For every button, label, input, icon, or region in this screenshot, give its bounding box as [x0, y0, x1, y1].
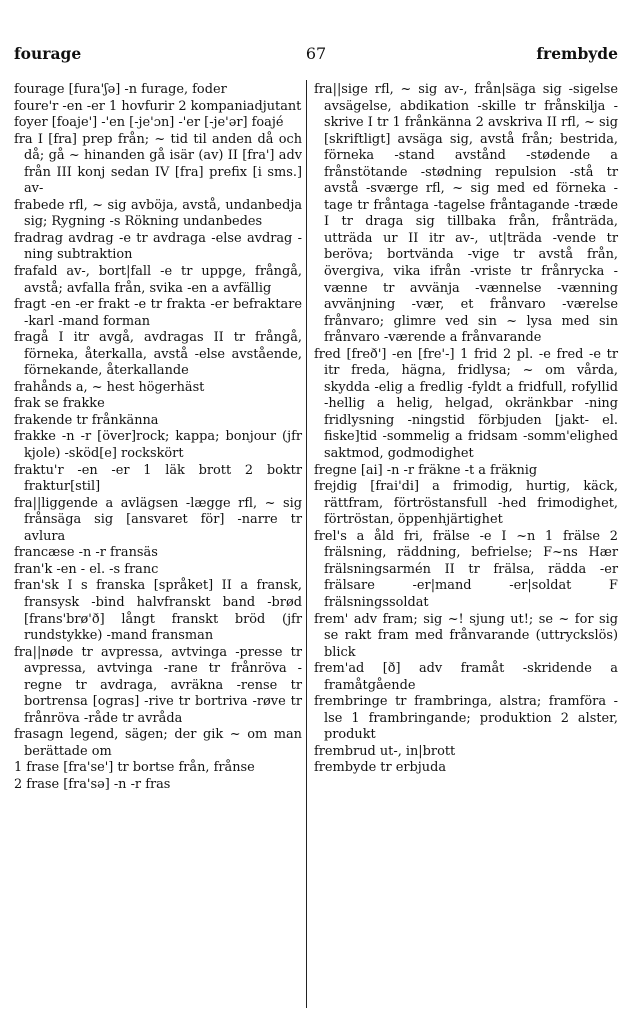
dictionary-entry: fra||sige rfl, ~ sig av-, från|säga sig -sigelse avsägelse, abdikation -skille tr frånskilja -skrive I tr 1 frånkänna 2 avskriva II rfl, ~ sig [skriftligt] avsäga sig, avstå från; bestrida, förneka -stand avstånd -stødende a frånstötande -stødning repulsion -stå tr avstå -sværge rfl, ~ sig med ed förneka -tage tr fråntaga -tagelse fråntagande -træde I tr draga sig tillbaka från, frånträda, utträda ur II itr av-, ut|träda -vende tr beröva; bortvända -vige tr avstå från, övergiva, vika ifrån -vriste tr frånrycka -vænne tr avvänja -vænnelse -vænning avvänjning -vær, et frånvaro -værelse frånvaro; glimre ved sin ~ lysa med sin frånvaro -værende a frånvarande: [314, 82, 618, 346]
dictionary-entry: foure'r -en -er 1 hovfurir 2 kompaniadjutant: [14, 98, 302, 114]
dictionary-entry: foyer [foaje'] -'en [-je'ɔn] -'er [-je'ər] foajé: [14, 115, 284, 131]
dictionary-entry: fraktu'r -en -er 1 läk brott 2 boktr fraktur[stil]: [14, 462, 302, 495]
dictionary-entry: frejdig [frai'di] a frimodig, hurtig, käck, rättfram, förtröstansfull -hed frimodighet, förtröstan, öppenhjärtighet: [314, 479, 618, 528]
dictionary-entry: frasagn legend, sägen; der gik ~ om man berättade om: [14, 727, 302, 759]
dictionary-entry: 2 frase [fra'sə] -n -r fras: [14, 776, 171, 792]
left-column: [14, 82, 302, 794]
dictionary-entry: francæse -n -r fransäs: [14, 545, 158, 561]
dictionary-entry: fran'sk I s franska [språket] II a fransk, fransysk -bind halvfranskt band -brød [frans'brø'ð] långt franskt bröd (jfr rundstykke) -mand fransman: [14, 578, 302, 644]
dictionary-entry: fourage [fura'ʃə] -n furage, foder: [14, 82, 227, 97]
dictionary-entry: fragt -en -er frakt -e tr frakta -er befraktare -karl -mand forman: [14, 297, 302, 329]
dictionary-entry: frahånds a, ~ hest högerhäst: [14, 379, 205, 395]
dictionary-entry: frel's a åld fri, frälse -e I ~n 1 frälse 2 frälsning, räddning, befrielse; F~ns Hær frälsningsarmén II tr frälsa, rädda -er frälsare -er|mand -er|soldat F frälsningssoldat: [314, 528, 618, 610]
page-header: [14, 44, 618, 70]
dictionary-entry: frak se frakke: [14, 396, 105, 412]
first-headword: fourage: [14, 44, 82, 63]
dictionary-entry: frem' adv fram; sig ~! sjung ut!; se ~ for sig se rakt fram med frånvarande (uttryckslös) blick: [314, 611, 618, 660]
page-number: 67: [305, 44, 327, 63]
dictionary-entry: frabede rfl, ~ sig avböja, avstå, undanbedja sig; Rygning -s Rökning undanbedes: [14, 197, 302, 230]
dictionary-entry: fregne [ai] -n -r fräkne -t a fräknig: [314, 462, 538, 478]
dictionary-entry: fradrag avdrag -e tr avdraga -else avdrag -ning subtraktion: [14, 230, 302, 263]
dictionary-entry: fragå I itr avgå, avdragas II tr frångå, förneka, återkalla, avstå -else avstående, förnekande, återkallande: [14, 330, 302, 379]
column-divider: [306, 80, 307, 1008]
dictionary-entry: frafald av-, bort|fall -e tr uppge, frångå, avstå; avfalla från, svika -en a avfällig: [14, 264, 302, 296]
dictionary-entry: fran'k -en - el. -s franc: [14, 561, 159, 577]
dictionary-entry: frembyde tr erbjuda: [314, 760, 447, 776]
dictionary-entry: fra I [fra] prep från; ~ tid til anden då och då; gå ~ hinanden gå isär (av) II [fra'] adv från III konj sedan IV [fra] prefix [i sms.] av-: [14, 131, 302, 197]
dictionary-entry: frembrud ut-, in|brott: [314, 743, 456, 759]
dictionary-entry: frakke -n -r [över]rock; kappa; bonjour (jfr kjole) -sköd[e] rockskört: [14, 429, 302, 462]
dictionary-entry: fra||nøde tr avpressa, avtvinga -presse tr avpressa, avtvinga -rane tr frånröva -regne tr avdraga, avräkna -rense tr bortrensa [ogras] -rive tr bortriva -røve tr frånröva -råde tr avråda: [14, 644, 302, 726]
dictionary-entry: frembringe tr frambringa, alstra; framföra -lse 1 frambringande; produktion 2 alster, produkt: [314, 694, 618, 743]
last-headword: frembyde: [536, 44, 618, 63]
dictionary-entry: fra||liggende a avlägsen -lægge rfl, ~ sig frånsäga sig [ansvaret för] -narre tr avlura: [14, 495, 302, 544]
dictionary-entry: frem'ad [ð] adv framåt -skridende a framåtgående: [314, 661, 618, 693]
right-column: [314, 82, 618, 777]
dictionary-entry: 1 frase [fra'se'] tr bortse från, frånse: [14, 760, 255, 776]
dictionary-entry: fred [freð'] -en [fre'-] 1 frid 2 pl. -e fred -e tr itr freda, hägna, fridlysa; ~ om vårda, skydda -elig a fredlig -fyldt a fridfull, rofyllid -hellig a helig, helgad, okränkbar -ning fridlysning -ningstid förbjuden [jakt- el. fiske]tid -sommelig a fridsam -somm'elighed saktmod, godmodighet: [314, 346, 618, 462]
dictionary-entry: frakende tr frånkänna: [14, 412, 159, 428]
